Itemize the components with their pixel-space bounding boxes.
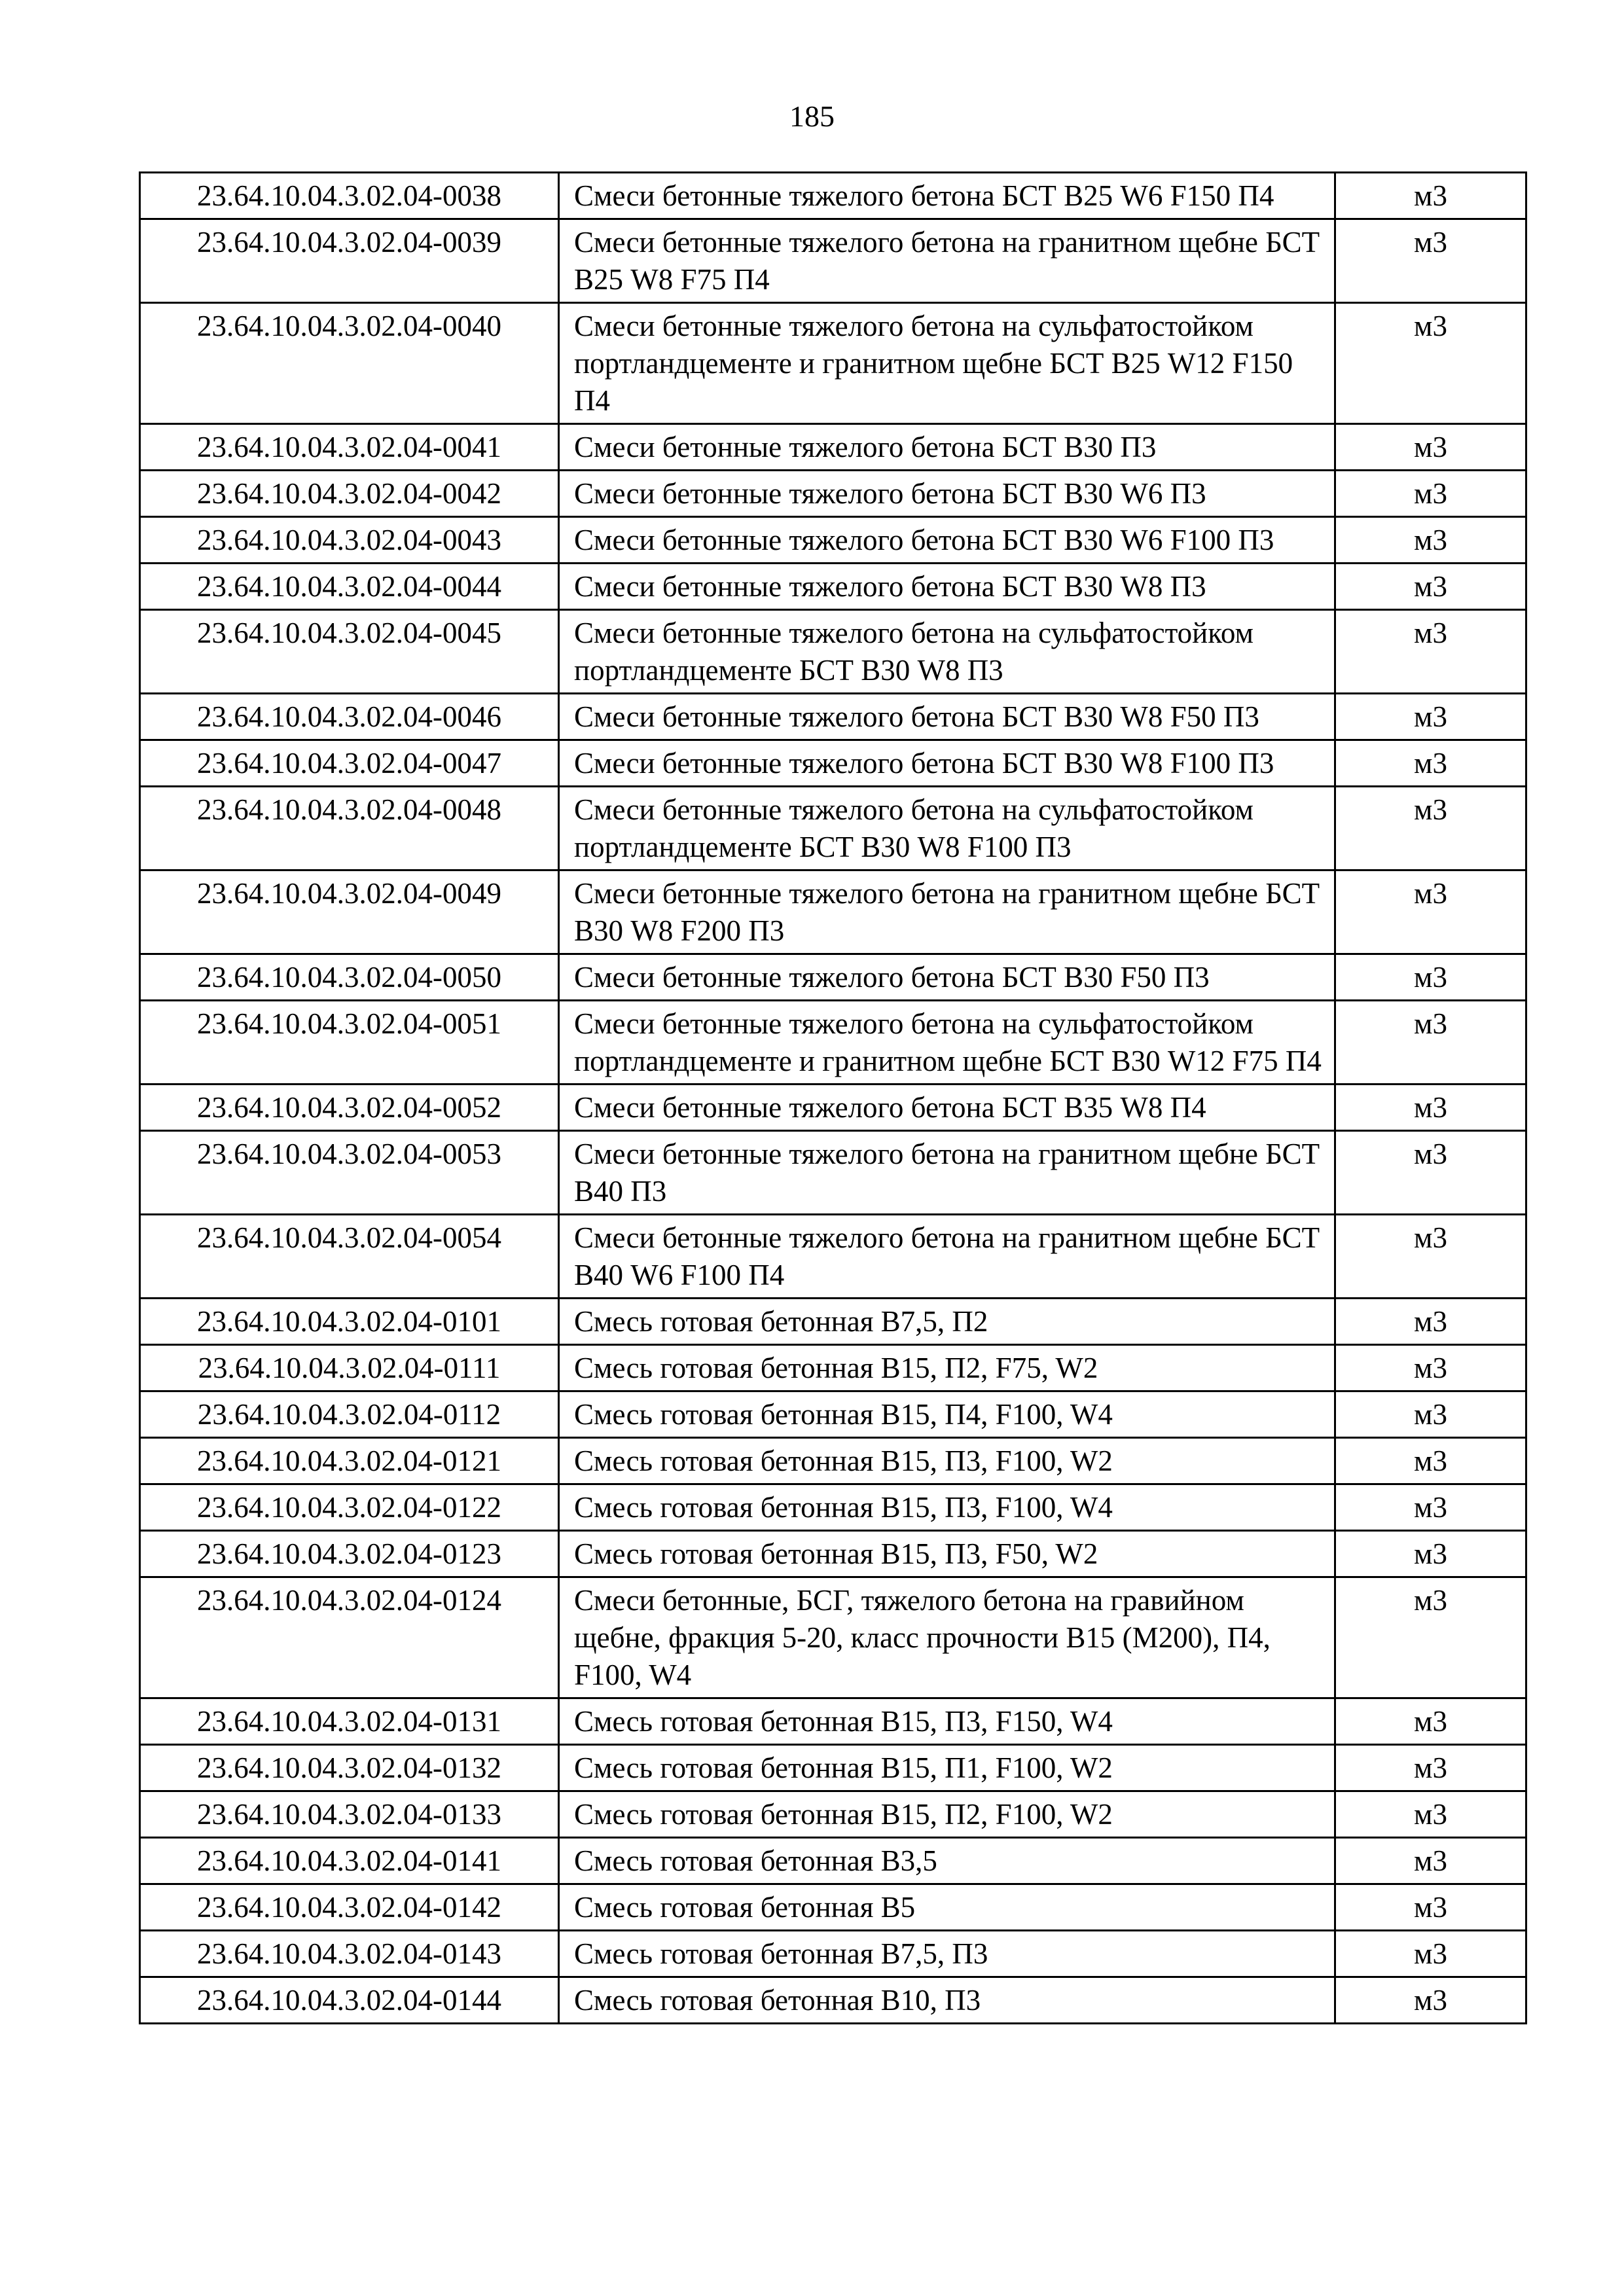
unit-cell: м3 (1335, 1215, 1526, 1299)
item-code-cell: 23.64.10.04.3.02.04-0122 (140, 1484, 559, 1531)
item-name-cell: Смесь готовая бетонная В15, П4, F100, W4 (559, 1391, 1335, 1438)
item-name-cell: Смеси бетонные тяжелого бетона на сульфатостойком портландцементе БСТ В30 W8 F100 П3 (559, 787, 1335, 870)
table-row (140, 610, 1526, 694)
unit-cell: м3 (1335, 787, 1526, 870)
item-name-cell: Смеси бетонные тяжелого бетона БСТ В30 W6 F100 П3 (559, 517, 1335, 564)
table-body (140, 173, 1526, 2024)
item-name-cell: Смесь готовая бетонная В7,5, П2 (559, 1299, 1335, 1345)
unit-cell: м3 (1335, 1931, 1526, 1977)
item-code-cell: 23.64.10.04.3.02.04-0143 (140, 1931, 559, 1977)
unit-cell: м3 (1335, 740, 1526, 787)
table-row (140, 1438, 1526, 1484)
materials-table (139, 171, 1527, 2024)
item-name-cell: Смеси бетонные тяжелого бетона БСТ В30 W8 F50 П3 (559, 694, 1335, 740)
item-code-cell: 23.64.10.04.3.02.04-0101 (140, 1299, 559, 1345)
item-name-cell: Смеси бетонные тяжелого бетона на сульфатостойком портландцементе БСТ В30 W8 П3 (559, 610, 1335, 694)
item-name-cell: Смеси бетонные тяжелого бетона на гранитном щебне БСТ В30 W8 F200 П3 (559, 870, 1335, 954)
item-name-cell: Смеси бетонные тяжелого бетона на гранитном щебне БСТ В25 W8 F75 П4 (559, 219, 1335, 303)
page-number: 185 (789, 99, 835, 133)
table-row (140, 740, 1526, 787)
table-row (140, 173, 1526, 219)
item-code-cell: 23.64.10.04.3.02.04-0123 (140, 1531, 559, 1577)
item-name-cell: Смесь готовая бетонная В15, П2, F75, W2 (559, 1345, 1335, 1391)
unit-cell: м3 (1335, 1884, 1526, 1931)
item-code-cell: 23.64.10.04.3.02.04-0048 (140, 787, 559, 870)
item-code-cell: 23.64.10.04.3.02.04-0052 (140, 1085, 559, 1131)
item-name-cell: Смеси бетонные тяжелого бетона БСТ В30 F50 П3 (559, 954, 1335, 1001)
unit-cell: м3 (1335, 1391, 1526, 1438)
item-code-cell: 23.64.10.04.3.02.04-0124 (140, 1577, 559, 1698)
item-name-cell: Смеси бетонные тяжелого бетона на сульфатостойком портландцементе и гранитном щебне БСТ В25 W12 F150 П4 (559, 303, 1335, 424)
item-code-cell: 23.64.10.04.3.02.04-0054 (140, 1215, 559, 1299)
unit-cell: м3 (1335, 1438, 1526, 1484)
unit-cell: м3 (1335, 1838, 1526, 1884)
table-row (140, 471, 1526, 517)
item-name-cell: Смесь готовая бетонная В15, П2, F100, W2 (559, 1791, 1335, 1838)
item-code-cell: 23.64.10.04.3.02.04-0121 (140, 1438, 559, 1484)
unit-cell: м3 (1335, 1085, 1526, 1131)
unit-cell: м3 (1335, 303, 1526, 424)
table-row (140, 1698, 1526, 1745)
item-name-cell: Смеси бетонные тяжелого бетона БСТ В30 П3 (559, 424, 1335, 471)
item-code-cell: 23.64.10.04.3.02.04-0144 (140, 1977, 559, 2024)
item-name-cell: Смесь готовая бетонная В15, П3, F150, W4 (559, 1698, 1335, 1745)
unit-cell: м3 (1335, 1745, 1526, 1791)
item-code-cell: 23.64.10.04.3.02.04-0132 (140, 1745, 559, 1791)
item-name-cell: Смеси бетонные тяжелого бетона БСТ В35 W8 П4 (559, 1085, 1335, 1131)
unit-cell: м3 (1335, 1345, 1526, 1391)
item-name-cell: Смесь готовая бетонная В15, П1, F100, W2 (559, 1745, 1335, 1791)
table-row (140, 1791, 1526, 1838)
item-code-cell: 23.64.10.04.3.02.04-0041 (140, 424, 559, 471)
unit-cell: м3 (1335, 424, 1526, 471)
table-row (140, 1484, 1526, 1531)
unit-cell: м3 (1335, 694, 1526, 740)
item-code-cell: 23.64.10.04.3.02.04-0043 (140, 517, 559, 564)
table-row (140, 1745, 1526, 1791)
item-name-cell: Смесь готовая бетонная В10, П3 (559, 1977, 1335, 2024)
item-name-cell: Смеси бетонные тяжелого бетона БСТ В30 W8 П3 (559, 564, 1335, 610)
table-row (140, 870, 1526, 954)
item-code-cell: 23.64.10.04.3.02.04-0039 (140, 219, 559, 303)
item-name-cell: Смесь готовая бетонная В15, П3, F100, W4 (559, 1484, 1335, 1531)
item-code-cell: 23.64.10.04.3.02.04-0044 (140, 564, 559, 610)
unit-cell: м3 (1335, 173, 1526, 219)
item-code-cell: 23.64.10.04.3.02.04-0133 (140, 1791, 559, 1838)
item-code-cell: 23.64.10.04.3.02.04-0142 (140, 1884, 559, 1931)
table-row (140, 219, 1526, 303)
item-code-cell: 23.64.10.04.3.02.04-0049 (140, 870, 559, 954)
unit-cell: м3 (1335, 1001, 1526, 1085)
table-row (140, 694, 1526, 740)
item-name-cell: Смесь готовая бетонная В15, П3, F100, W2 (559, 1438, 1335, 1484)
item-name-cell: Смесь готовая бетонная В7,5, П3 (559, 1931, 1335, 1977)
item-name-cell: Смеси бетонные тяжелого бетона на сульфатостойком портландцементе и гранитном щебне БСТ В30 W12 F75 П4 (559, 1001, 1335, 1085)
table-row (140, 1577, 1526, 1698)
unit-cell: м3 (1335, 610, 1526, 694)
unit-cell: м3 (1335, 1791, 1526, 1838)
item-code-cell: 23.64.10.04.3.02.04-0112 (140, 1391, 559, 1438)
item-code-cell: 23.64.10.04.3.02.04-0038 (140, 173, 559, 219)
table-row (140, 1977, 1526, 2024)
item-name-cell: Смеси бетонные тяжелого бетона на гранитном щебне БСТ В40 П3 (559, 1131, 1335, 1215)
item-name-cell: Смесь готовая бетонная В3,5 (559, 1838, 1335, 1884)
unit-cell: м3 (1335, 954, 1526, 1001)
table-row (140, 1001, 1526, 1085)
unit-cell: м3 (1335, 471, 1526, 517)
unit-cell: м3 (1335, 1299, 1526, 1345)
table-row (140, 424, 1526, 471)
unit-cell: м3 (1335, 1698, 1526, 1745)
unit-cell: м3 (1335, 219, 1526, 303)
table-row (140, 517, 1526, 564)
unit-cell: м3 (1335, 1577, 1526, 1698)
table-row (140, 1391, 1526, 1438)
item-code-cell: 23.64.10.04.3.02.04-0141 (140, 1838, 559, 1884)
item-code-cell: 23.64.10.04.3.02.04-0111 (140, 1345, 559, 1391)
item-name-cell: Смесь готовая бетонная В5 (559, 1884, 1335, 1931)
table-row (140, 1345, 1526, 1391)
table-row (140, 303, 1526, 424)
item-code-cell: 23.64.10.04.3.02.04-0131 (140, 1698, 559, 1745)
item-code-cell: 23.64.10.04.3.02.04-0045 (140, 610, 559, 694)
item-name-cell: Смеси бетонные тяжелого бетона на гранитном щебне БСТ В40 W6 F100 П4 (559, 1215, 1335, 1299)
item-name-cell: Смесь готовая бетонная В15, П3, F50, W2 (559, 1531, 1335, 1577)
unit-cell: м3 (1335, 1484, 1526, 1531)
item-code-cell: 23.64.10.04.3.02.04-0047 (140, 740, 559, 787)
table-row (140, 564, 1526, 610)
table-row (140, 1931, 1526, 1977)
item-code-cell: 23.64.10.04.3.02.04-0053 (140, 1131, 559, 1215)
item-name-cell: Смеси бетонные тяжелого бетона БСТ В30 W8 F100 П3 (559, 740, 1335, 787)
unit-cell: м3 (1335, 1531, 1526, 1577)
table-row (140, 1215, 1526, 1299)
table-row (140, 1085, 1526, 1131)
item-name-cell: Смеси бетонные тяжелого бетона БСТ В25 W6 F150 П4 (559, 173, 1335, 219)
table-row (140, 954, 1526, 1001)
table-row (140, 1838, 1526, 1884)
item-name-cell: Смеси бетонные тяжелого бетона БСТ В30 W6 П3 (559, 471, 1335, 517)
item-code-cell: 23.64.10.04.3.02.04-0042 (140, 471, 559, 517)
item-code-cell: 23.64.10.04.3.02.04-0051 (140, 1001, 559, 1085)
item-name-cell: Смеси бетонные, БСГ, тяжелого бетона на гравийном щебне, фракция 5-20, класс прочности В15 (М200), П4, F100, W4 (559, 1577, 1335, 1698)
unit-cell: м3 (1335, 517, 1526, 564)
unit-cell: м3 (1335, 1977, 1526, 2024)
table-row (140, 1131, 1526, 1215)
table-row (140, 787, 1526, 870)
unit-cell: м3 (1335, 870, 1526, 954)
unit-cell: м3 (1335, 564, 1526, 610)
item-code-cell: 23.64.10.04.3.02.04-0040 (140, 303, 559, 424)
table-row (140, 1884, 1526, 1931)
table-row (140, 1299, 1526, 1345)
table-row (140, 1531, 1526, 1577)
unit-cell: м3 (1335, 1131, 1526, 1215)
item-code-cell: 23.64.10.04.3.02.04-0050 (140, 954, 559, 1001)
item-code-cell: 23.64.10.04.3.02.04-0046 (140, 694, 559, 740)
